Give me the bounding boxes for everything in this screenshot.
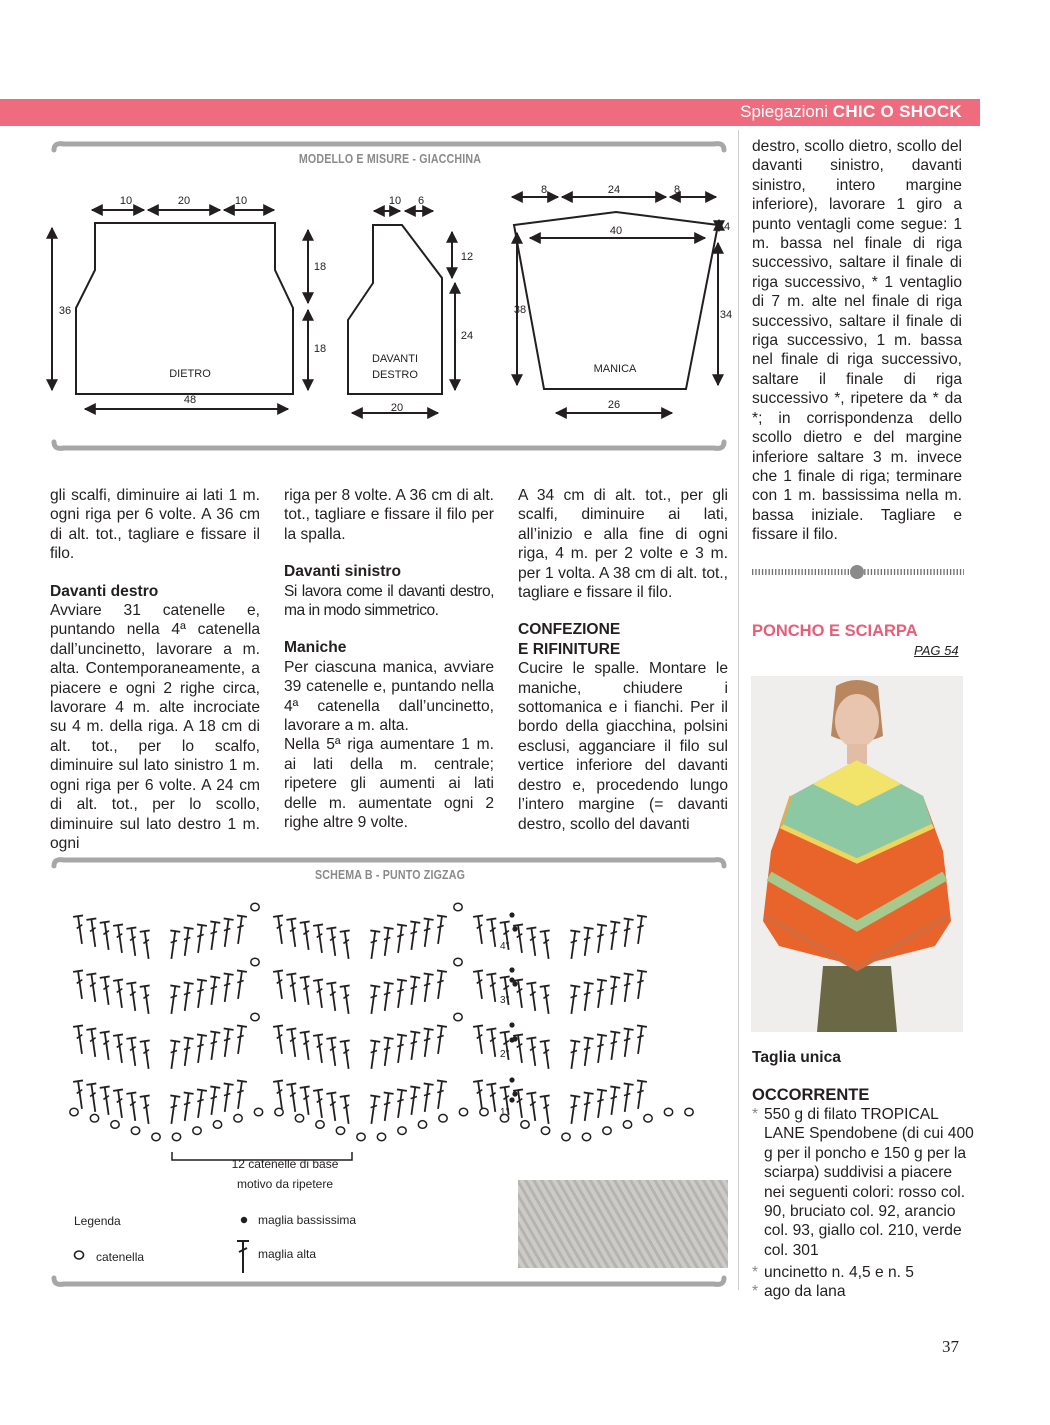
double-crochet-symbol xyxy=(566,930,580,959)
size-label: Taglia unica xyxy=(752,1049,841,1066)
double-crochet-symbol xyxy=(206,976,220,1005)
double-crochet-symbol xyxy=(406,921,420,950)
heading-maniche: Maniche xyxy=(284,639,347,657)
asterisk-icon: * xyxy=(752,1283,759,1300)
double-crochet-symbol xyxy=(366,985,380,1014)
double-crochet-symbol xyxy=(300,976,314,1005)
double-crochet-symbol xyxy=(233,915,247,944)
double-crochet-symbol xyxy=(620,1028,634,1057)
slip-stitch-symbol xyxy=(509,912,514,917)
double-crochet-symbol xyxy=(340,930,354,959)
chain-symbol xyxy=(254,1108,262,1116)
double-crochet-symbol xyxy=(406,976,420,1005)
col3-intro: A 34 cm di alt. tot., per gli scalfi, diminuire ai lati, all’inizio e alla fine di ogni riga, 4 m. per 2 volte e 3 m. per 1 volta. A 38 cm di alt. tot., tagliare e fissare il filo. xyxy=(518,487,728,602)
double-crochet-symbol xyxy=(340,1040,354,1069)
double-crochet-symbol xyxy=(86,1028,100,1057)
section-header xyxy=(740,102,962,122)
double-crochet-symbol xyxy=(300,1031,314,1060)
double-crochet-symbol xyxy=(380,927,394,956)
double-crochet-symbol xyxy=(486,1083,500,1112)
slip-stitch-symbol xyxy=(512,1091,517,1096)
double-crochet-symbol xyxy=(73,1080,87,1109)
double-crochet-symbol xyxy=(593,924,607,953)
chain-symbol-icon xyxy=(72,1248,86,1262)
dim-sleeve-width: 26 xyxy=(607,399,621,411)
dim-front-top-a: 10 xyxy=(388,195,402,207)
double-crochet-symbol xyxy=(313,1089,327,1118)
double-crochet-symbol xyxy=(580,927,594,956)
slip-stitch-symbol xyxy=(509,967,514,972)
label-dietro: DIETRO xyxy=(169,368,211,380)
slip-stitch-symbol xyxy=(509,1097,514,1102)
double-crochet-symbol xyxy=(473,915,487,944)
chain-symbol xyxy=(439,1114,447,1122)
slip-stitch-symbol xyxy=(509,1077,514,1082)
double-crochet-symbol xyxy=(406,1031,420,1060)
chain-symbol xyxy=(295,1114,303,1122)
double-crochet-symbol xyxy=(220,1083,234,1112)
chain-symbol xyxy=(582,1133,590,1141)
legend-slip-stitch: maglia bassissima xyxy=(258,1213,357,1227)
dim-back-height: 36 xyxy=(58,305,72,317)
text-column-4 xyxy=(752,137,962,545)
double-crochet-symbol xyxy=(606,976,620,1005)
heading-davanti-destro: Davanti destro xyxy=(50,582,159,600)
chain-symbol xyxy=(480,1108,488,1116)
double-crochet-symbol xyxy=(486,918,500,947)
diagram-banner-bottom xyxy=(50,438,728,452)
double-crochet-symbol xyxy=(100,976,114,1005)
chain-symbol xyxy=(70,1108,78,1116)
slip-stitch-icon xyxy=(238,1214,250,1226)
dim-back-width: 48 xyxy=(183,394,197,406)
chain-symbol xyxy=(193,1127,201,1135)
legend-title: Legenda xyxy=(74,1214,121,1228)
double-crochet-symbol xyxy=(273,915,287,944)
chain-symbol xyxy=(459,1108,467,1116)
slip-stitch-symbol xyxy=(512,926,517,931)
double-crochet-symbol xyxy=(273,1080,287,1109)
zigzag-swatch-photo xyxy=(518,1180,728,1268)
double-crochet-symbol xyxy=(313,924,327,953)
double-crochet-symbol xyxy=(273,970,287,999)
dim-front-lower: 24 xyxy=(460,330,474,342)
double-crochet-symbol xyxy=(140,930,154,959)
chain-symbol xyxy=(251,903,259,911)
double-crochet-symbol xyxy=(606,921,620,950)
asterisk-icon: * xyxy=(752,1264,759,1281)
dim-back-top-mid: 20 xyxy=(177,195,191,207)
chain-symbol xyxy=(251,1013,259,1021)
slip-stitch-symbol xyxy=(509,1037,514,1042)
section-header-bar xyxy=(0,99,980,126)
slip-stitch-symbol xyxy=(509,977,514,982)
double-crochet-symbol xyxy=(433,970,447,999)
double-crochet-symbol xyxy=(566,1040,580,1069)
double-crochet-symbol xyxy=(233,970,247,999)
dim-sleeve-top-left: 8 xyxy=(540,184,548,196)
chain-symbol xyxy=(316,1121,324,1129)
double-crochet-symbol xyxy=(526,982,540,1011)
double-crochet-symbol xyxy=(166,1095,180,1124)
section-title: CHIC O SHOCK xyxy=(832,102,962,121)
double-crochet-symbol xyxy=(140,985,154,1014)
double-crochet-symbol xyxy=(193,924,207,953)
chain-symbol xyxy=(521,1121,529,1129)
double-crochet-symbol xyxy=(486,973,500,1002)
double-crochet-symbol xyxy=(380,1037,394,1066)
double-crochet-symbol xyxy=(113,1089,127,1118)
base-chain-label: 12 catenelle di base xyxy=(231,1157,339,1171)
legend-double-crochet: maglia alta xyxy=(258,1247,317,1261)
double-crochet-symbol xyxy=(433,1080,447,1109)
col2-maniche-1: Per ciascuna manica, avviare 39 catenelle e, puntando nella 4ª catenella dall’uncinetto, lavorare a m. alta. xyxy=(284,658,494,735)
heading-confezione-line-2: E RIFINITURE xyxy=(518,640,621,658)
section-label: Spiegazioni xyxy=(740,102,829,121)
dim-sleeve-top-mid: 24 xyxy=(607,184,621,196)
double-crochet-symbol xyxy=(473,1080,487,1109)
slip-stitch-symbol xyxy=(509,1022,514,1027)
double-crochet-symbol xyxy=(220,1028,234,1057)
double-crochet-symbol xyxy=(540,1040,554,1069)
col1-intro: gli scalfi, diminuire ai lati 1 m. ogni riga per 6 volte. A 36 cm di alt. tot., tagliare e fissare il filo. xyxy=(50,487,260,563)
double-crochet-symbol xyxy=(73,1025,87,1054)
double-crochet-symbol xyxy=(286,1028,300,1057)
double-crochet-symbol xyxy=(126,927,140,956)
double-crochet-symbol xyxy=(233,1025,247,1054)
double-crochet-symbol xyxy=(380,1092,394,1121)
double-crochet-symbol xyxy=(420,1083,434,1112)
double-crochet-symbol xyxy=(593,979,607,1008)
double-crochet-symbol xyxy=(580,982,594,1011)
heading-occorrente: OCCORRENTE xyxy=(752,1086,870,1104)
double-crochet-symbol xyxy=(180,982,194,1011)
double-crochet-symbol xyxy=(420,973,434,1002)
dim-back-top-left: 10 xyxy=(119,195,133,207)
double-crochet-symbol xyxy=(620,918,634,947)
text-column-2 xyxy=(284,486,494,833)
chain-symbol xyxy=(234,1114,242,1122)
double-crochet-symbol xyxy=(206,1031,220,1060)
chain-symbol xyxy=(454,958,462,966)
double-crochet-symbol xyxy=(180,1092,194,1121)
double-crochet-symbol xyxy=(340,985,354,1014)
double-crochet-symbol xyxy=(526,1037,540,1066)
double-crochet-symbol xyxy=(633,1025,647,1054)
row-label-2: 2° xyxy=(500,1049,510,1060)
double-crochet-symbol xyxy=(620,973,634,1002)
poncho-photo xyxy=(751,676,963,1032)
chain-symbol xyxy=(275,1108,283,1116)
dim-sleeve-height-left: 38 xyxy=(513,304,527,316)
double-crochet-symbol xyxy=(140,1095,154,1124)
text-column-3 xyxy=(518,486,728,834)
double-crochet-symbol xyxy=(393,924,407,953)
chain-symbol xyxy=(418,1121,426,1129)
double-crochet-symbol xyxy=(540,1095,554,1124)
dim-sleeve-upper-width: 40 xyxy=(609,225,623,237)
double-crochet-icon xyxy=(234,1238,252,1276)
double-crochet-symbol xyxy=(193,1034,207,1063)
chain-symbol xyxy=(152,1133,160,1141)
double-crochet-symbol xyxy=(180,1037,194,1066)
double-crochet-symbol xyxy=(366,930,380,959)
double-crochet-symbol xyxy=(326,1092,340,1121)
dim-sleeve-cap: 4 xyxy=(723,221,731,233)
double-crochet-symbol xyxy=(366,1040,380,1069)
double-crochet-symbol xyxy=(580,1037,594,1066)
double-crochet-symbol xyxy=(313,979,327,1008)
chain-symbol xyxy=(454,903,462,911)
double-crochet-symbol xyxy=(273,1025,287,1054)
heading-davanti-sinistro: Davanti sinistro xyxy=(284,563,401,581)
materials-item-yarn: 550 g di filato TROPICAL LANE Spendobene (di cui 400 g per il poncho e 150 g per la sciarpa) suddivisi a piacere nei seguenti colori: rosso col. 90, bruciato col. 92, arancio col. 93, giallo col. 210, verde col. 301 xyxy=(764,1106,974,1259)
heading-confezione xyxy=(518,620,728,659)
chain-symbol xyxy=(644,1114,652,1122)
repeat-label: motivo da ripetere xyxy=(236,1177,334,1191)
asterisk-icon: * xyxy=(752,1106,759,1123)
dim-front-neck: 12 xyxy=(460,251,474,263)
double-crochet-symbol xyxy=(220,918,234,947)
text-column-1 xyxy=(50,486,260,853)
double-crochet-symbol xyxy=(100,1031,114,1060)
double-crochet-symbol xyxy=(86,918,100,947)
double-crochet-symbol xyxy=(633,970,647,999)
double-crochet-symbol xyxy=(73,915,87,944)
double-crochet-symbol xyxy=(100,921,114,950)
double-crochet-symbol xyxy=(286,973,300,1002)
double-crochet-symbol xyxy=(166,985,180,1014)
materials-item-hook: uncinetto n. 4,5 e n. 5 xyxy=(764,1264,914,1281)
materials-item-needle: ago da lana xyxy=(764,1283,846,1300)
chain-symbol xyxy=(172,1133,180,1141)
double-crochet-symbol xyxy=(566,985,580,1014)
row-label-1: 1° xyxy=(500,1107,510,1118)
chain-symbol xyxy=(398,1127,406,1135)
double-crochet-symbol xyxy=(526,927,540,956)
double-crochet-symbol xyxy=(86,973,100,1002)
dim-back-armhole: 18 xyxy=(313,261,327,273)
double-crochet-symbol xyxy=(180,927,194,956)
chain-symbol xyxy=(685,1108,693,1116)
double-crochet-symbol xyxy=(206,921,220,950)
double-crochet-symbol xyxy=(113,979,127,1008)
dim-back-top-right: 10 xyxy=(234,195,248,207)
double-crochet-symbol xyxy=(420,1028,434,1057)
zigzag-stitch-chart xyxy=(60,890,710,1170)
chain-symbol xyxy=(357,1133,365,1141)
double-crochet-symbol xyxy=(326,927,340,956)
chain-symbol xyxy=(603,1127,611,1135)
col1-davanti-destro: Avviare 31 catenelle e, puntando nella 4ª catenella dall’uncinetto, lavorare a m. alta. Contemporaneamente, a piacere e ogni 2 righe circa, lavorare 4 m. alte incrociate su 4 m. della riga. A 18 cm di alt. tot., per lo scalfo, diminuire sul lato sinistro 1 m. ogni riga per 6 volte. A 24 cm di alt. tot., per lo scollo, diminuire sul lato destro 1 m. ogni xyxy=(50,602,260,852)
double-crochet-symbol xyxy=(166,930,180,959)
page-reference[interactable]: PAG 54 xyxy=(914,643,959,658)
dim-front-width: 20 xyxy=(390,402,404,414)
chain-symbol xyxy=(541,1127,549,1135)
double-crochet-symbol xyxy=(326,982,340,1011)
label-davanti: DAVANTI xyxy=(371,353,419,365)
chain-symbol xyxy=(454,1013,462,1021)
dim-sleeve-height-right: 34 xyxy=(719,309,733,321)
ornament-divider xyxy=(752,565,964,579)
double-crochet-symbol xyxy=(593,1089,607,1118)
dim-back-lower: 18 xyxy=(313,343,327,355)
double-crochet-symbol xyxy=(113,1034,127,1063)
double-crochet-symbol xyxy=(286,918,300,947)
chain-symbol xyxy=(623,1121,631,1129)
double-crochet-symbol xyxy=(313,1034,327,1063)
double-crochet-symbol xyxy=(206,1086,220,1115)
double-crochet-symbol xyxy=(473,970,487,999)
double-crochet-symbol xyxy=(433,1025,447,1054)
double-crochet-symbol xyxy=(126,982,140,1011)
double-crochet-symbol xyxy=(420,918,434,947)
double-crochet-symbol xyxy=(220,973,234,1002)
double-crochet-symbol xyxy=(526,1092,540,1121)
double-crochet-symbol xyxy=(393,1034,407,1063)
chain-symbol xyxy=(213,1121,221,1129)
double-crochet-symbol xyxy=(366,1095,380,1124)
col2-davanti-sinistro: Si lavora come il davanti destro, ma in modo simmetrico. xyxy=(284,582,494,620)
col2-intro: riga per 8 volte. A 36 cm di alt. tot., tagliare e fissare il filo per la spalla. xyxy=(284,487,494,543)
double-crochet-symbol xyxy=(126,1037,140,1066)
chain-symbol xyxy=(336,1127,344,1135)
double-crochet-symbol xyxy=(113,924,127,953)
double-crochet-symbol xyxy=(340,1095,354,1124)
double-crochet-symbol xyxy=(233,1080,247,1109)
double-crochet-symbol xyxy=(620,1083,634,1112)
row-label-3: 3° xyxy=(500,995,510,1006)
double-crochet-symbol xyxy=(193,979,207,1008)
double-crochet-symbol xyxy=(393,1089,407,1118)
label-manica: MANICA xyxy=(593,363,637,375)
col4-text: destro, scollo dietro, scollo del davanti sinistro, davanti sinistro, intero margine inferiore), lavorare 1 giro a punto ventagli come segue: 1 m. bassa nel finale di riga successivo, saltare il finale di riga successivo, * 1 ventaglio di 7 m. alte nel finale di riga successivo, saltare il finale di riga successivo, 1 m. bassa nel finale di riga successivo, saltare il finale di riga successivo *, ripetere da * da *; in corrispondenza dello scollo dietro e del margine inferiore saltare 3 m. invece che 1 finale di riga; terminare con 1 m. bassissima nella m. bassa iniziale. Tagliare e fissare il filo. xyxy=(752,138,962,544)
double-crochet-symbol xyxy=(73,970,87,999)
double-crochet-symbol xyxy=(326,1037,340,1066)
chain-symbol xyxy=(664,1108,672,1116)
double-crochet-symbol xyxy=(540,985,554,1014)
double-crochet-symbol xyxy=(166,1040,180,1069)
double-crochet-symbol xyxy=(300,921,314,950)
double-crochet-symbol xyxy=(633,915,647,944)
col3-confezione: Cucire le spalle. Montare le maniche, chiudere i sottomanica e i fianchi. Per il bordo della giacchina, polsini esclusi, agganciare il filo sul vertice inferiore del davanti destro e, procedendo lungo l’intero margine (= davanti destro, scollo del davanti xyxy=(518,660,728,833)
double-crochet-symbol xyxy=(140,1040,154,1069)
chain-symbol xyxy=(90,1114,98,1122)
double-crochet-symbol xyxy=(433,915,447,944)
dim-front-top-b: 6 xyxy=(417,195,425,207)
double-crochet-symbol xyxy=(566,1095,580,1124)
double-crochet-symbol xyxy=(86,1083,100,1112)
row-label-4: 4° xyxy=(500,941,510,952)
double-crochet-symbol xyxy=(606,1031,620,1060)
double-crochet-symbol xyxy=(126,1092,140,1121)
double-crochet-symbol xyxy=(473,1025,487,1054)
double-crochet-symbol xyxy=(486,1028,500,1057)
chain-symbol xyxy=(377,1133,385,1141)
dim-sleeve-top-right: 8 xyxy=(673,184,681,196)
double-crochet-symbol xyxy=(406,1086,420,1115)
chain-symbol xyxy=(251,958,259,966)
double-crochet-symbol xyxy=(380,982,394,1011)
double-crochet-symbol xyxy=(100,1086,114,1115)
chain-symbol xyxy=(111,1121,119,1129)
double-crochet-symbol xyxy=(193,1089,207,1118)
double-crochet-symbol xyxy=(286,1083,300,1112)
heading-confezione-line-1: CONFEZIONE xyxy=(518,621,621,639)
diagram1-title: MODELLO E MISURE - GIACCHINA xyxy=(298,151,482,166)
col2-maniche-2: Nella 5ª riga aumentare 1 m. ai lati della m. centrale; ripetere gli aumenti ai lati delle m. aumentate ogni 2 righe altre 9 volte. xyxy=(284,736,494,832)
double-crochet-symbol xyxy=(633,1080,647,1109)
legend-chain: catenella xyxy=(96,1250,145,1264)
double-crochet-symbol xyxy=(540,930,554,959)
poncho-title: PONCHO E SCIARPA xyxy=(752,622,918,640)
page-number: 37 xyxy=(942,1337,959,1356)
chain-symbol xyxy=(562,1133,570,1141)
double-crochet-symbol xyxy=(580,1092,594,1121)
chain-symbol xyxy=(131,1127,139,1135)
double-crochet-symbol xyxy=(393,979,407,1008)
double-crochet-symbol xyxy=(300,1086,314,1115)
label-destro: DESTRO xyxy=(372,369,418,381)
double-crochet-symbol xyxy=(593,1034,607,1063)
diagram2-title: SCHEMA B - PUNTO ZIGZAG xyxy=(314,867,466,882)
garment-diagram xyxy=(40,175,740,435)
chart-banner-bottom xyxy=(50,1274,728,1288)
double-crochet-symbol xyxy=(606,1086,620,1115)
